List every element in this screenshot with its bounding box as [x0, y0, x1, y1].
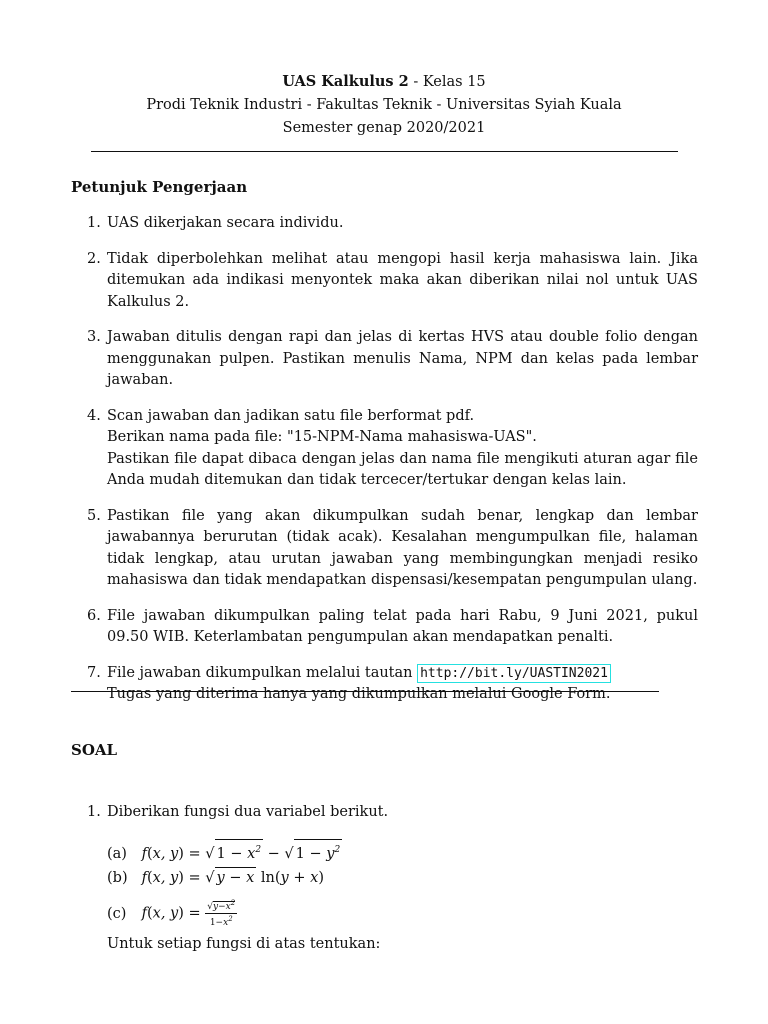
fraction — [205, 898, 237, 929]
item-text: UAS dikerjakan secara individu. — [107, 215, 344, 231]
exam-department: Prodi Teknik Industri - Fakultas Teknik - Universitas Syiah Kuala — [146, 97, 622, 113]
item-text-line: Berikan nama pada file: "15-NPM-Nama mahasiswa-UAS". — [107, 429, 537, 445]
sqrt-symbol: √ — [205, 870, 215, 886]
instruction-item — [71, 406, 698, 492]
formula-a: ) = — [178, 845, 206, 862]
fraction-denominator: $1-x^2$ — [209, 915, 233, 928]
instruction-item — [71, 327, 698, 392]
exam-class: - Kelas 15 — [408, 74, 486, 90]
formula-b: x — [310, 870, 319, 886]
formula-a: ( — [146, 845, 153, 862]
formula-b: ) — [318, 870, 324, 886]
formula-a: − — [263, 845, 285, 862]
instruction-item — [71, 249, 698, 314]
item-number: 1. — [87, 215, 101, 231]
fraction-numerator: $√y-x^2$ — [207, 899, 236, 912]
formula-c: x, y — [152, 905, 179, 922]
item-number: 4. — [87, 407, 101, 424]
sqrt-symbol: √ — [284, 845, 294, 862]
instruction-item — [71, 506, 698, 592]
formula-b: y — [280, 870, 289, 886]
formula-b: + — [288, 870, 311, 886]
item-number: 7. — [87, 664, 101, 681]
question-footer: Untuk setiap fungsi di atas tentukan: — [107, 936, 381, 952]
item-number: 6. — [87, 607, 101, 624]
exam-semester: Semester genap 2020/2021 — [282, 120, 486, 136]
item-text: File jawaban dikumpulkan paling telat pada hari Rabu, 9 Juni 2021, pukul 09.50 WIB. Keterlambatan pengumpulan akan mendapatkan penalti. — [107, 607, 698, 645]
subquestion-c — [107, 898, 237, 929]
formula-a: $1 - x^2$ — [215, 839, 264, 865]
sqrt-symbol: √ — [205, 845, 215, 862]
item-text: Jawaban ditulis dengan rapi dan jelas di kertas HVS atau double folio dengan menggunakan pulpen. Pastikan menulis Nama, NPM dan kelas pada lembar jawaban. — [107, 329, 698, 388]
item-text-line: Scan jawaban dan jadikan satu file berformat pdf. — [107, 407, 475, 424]
item-number: 5. — [87, 507, 101, 524]
exam-title-bold: UAS Kalkulus 2 — [282, 73, 409, 90]
formula-c: f — [141, 905, 147, 922]
instructions-title: Petunjuk Pengerjaan — [71, 178, 248, 196]
instructions-list — [71, 213, 698, 720]
formula-b: x, y — [152, 870, 179, 886]
formula-c: ( — [146, 905, 153, 922]
section-divider — [71, 691, 659, 692]
exam-title — [0, 70, 768, 94]
item-text-line — [107, 663, 698, 685]
item-number: 3. — [87, 329, 101, 345]
subquestion-a — [107, 839, 342, 865]
formula-b: ( — [146, 870, 153, 886]
document-header — [0, 70, 768, 140]
formula-b: f — [141, 870, 147, 886]
item-text-line: Tugas yang diterima hanya yang dikumpulkan melalui Google Form. — [107, 686, 611, 702]
subquestion-b — [107, 867, 324, 890]
instruction-item — [71, 663, 698, 706]
subquestion-label: (a) — [107, 845, 127, 862]
item-text: Pastikan file yang akan dikumpulkan sudah benar, lengkap dan lembar jawabannya berurutan (tidak acak). Kesalahan mengumpulkan file, halaman tidak lengkap, atau urutan jawaban yang membingungkan menjadi resiko mahasiswa dan tidak mendapatkan dispensasi/kesempatan pengumpulan ulang. — [107, 507, 698, 588]
formula-a: $1 - y^2$ — [294, 839, 343, 865]
instruction-item — [71, 213, 698, 235]
question-text: Diberikan fungsi dua variabel berikut. — [107, 804, 389, 820]
formula-a: x, y — [152, 845, 179, 862]
header-divider — [91, 151, 678, 152]
item-text-line: Pastikan file dapat dibaca dengan jelas dan nama file mengikuti aturan agar file Anda mudah ditemukan dan tidak tercecer/tertukar dengan kelas lain. — [107, 450, 698, 488]
soal-title: SOAL — [71, 741, 118, 759]
item-text: File jawaban dikumpulkan melalui tautan — [107, 664, 418, 681]
formula-b: y − x — [215, 867, 257, 890]
formula-b: ) = — [178, 870, 206, 886]
submission-link[interactable]: http://bit.ly/UASTIN2021 — [417, 664, 611, 683]
item-text: Tidak diperbolehkan melihat atau mengopi hasil kerja mahasiswa lain. Jika ditemukan ada indikasi menyontek maka akan diberikan nilai nol untuk UAS Kalkulus 2. — [107, 250, 698, 310]
item-number: 2. — [87, 250, 101, 267]
instruction-item — [71, 606, 698, 649]
formula-a: f — [141, 845, 147, 862]
formula-b: ln( — [256, 870, 281, 886]
subquestion-label: (c) — [107, 905, 127, 922]
subquestion-label: (b) — [107, 870, 128, 886]
question-number: 1. — [87, 804, 101, 820]
formula-c: ) = — [178, 905, 206, 922]
